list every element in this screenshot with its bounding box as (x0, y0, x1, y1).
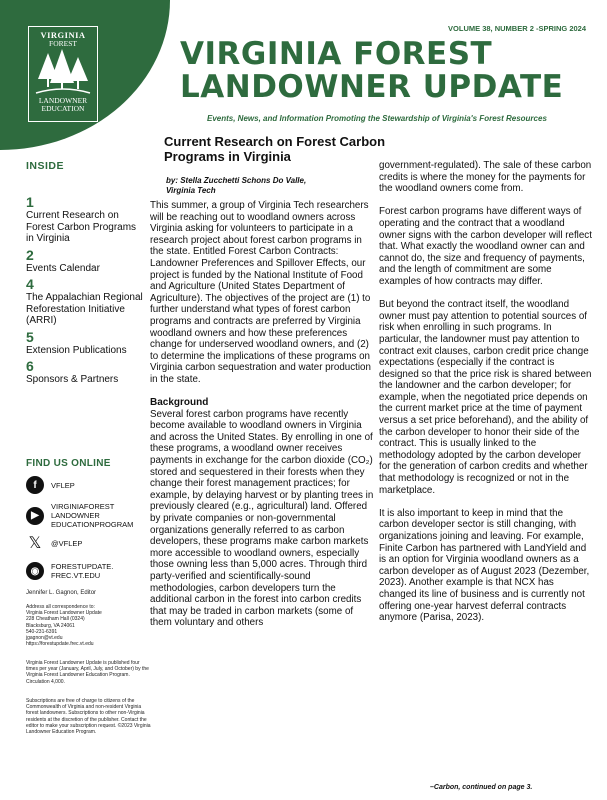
x-handle: @VFLEP (51, 538, 83, 548)
facebook-handle: VFLEP (51, 480, 75, 490)
address-line: Blacksburg, VA 24061 (26, 622, 75, 629)
article-column-2 (379, 160, 593, 624)
subscription-note: Subscriptions are free of charge to citizens of the Commonwealth of Virginia and non-resident Virginia forest landowners. Subscriptions to other non-Virginia residents at the discretion of the publisher. Contact the editor to make your subscription request. ©2023 Virginia Landowner Education Program. (26, 698, 151, 736)
byline-author: by: Stella Zucchetti Schons Do Valle, (166, 176, 307, 185)
inside-item[interactable] (26, 359, 146, 386)
logo-text-top: VIRGINIA (40, 30, 86, 40)
article-column-1 (150, 200, 374, 629)
logo-text-bottom2: EDUCATION (41, 104, 85, 113)
publication-note: Virginia Forest Landowner Update is published four times per year (January, April, July, and October) by the Virginia Forest Landowner Education Program. Circulation 4,000. (26, 660, 149, 685)
globe-icon: ◉ (26, 562, 44, 580)
inside-sidebar (26, 160, 146, 386)
website-link-text[interactable]: https://forestupdate.frec.vt.edu (26, 641, 94, 648)
inside-item-text: The Appalachian Regional Reforestation Initiative (ARRI) (26, 292, 143, 326)
masthead-tagline: Events, News, and Information Promoting the Stewardship of Virginia's Forest Resources (207, 114, 547, 123)
editor-credit: Jennifer L. Gagnon, Editor (26, 590, 97, 596)
inside-item-number: 1 (26, 194, 34, 210)
article-paragraph: It is also important to keep in mind that the carbon developer sector is still changing, with organizations joining and leaving. For example, Finite Carbon has partnered with LandYield and is an option for Virginia woodland owners as a carbon developer as of August 2023 (Dezember, 2023). Another example is that NCX has changed its line of business and is currently not offering one-year harvest deferral contracts anymore (Parisa, 2023). (379, 507, 590, 624)
inside-item[interactable] (26, 195, 146, 245)
article-paragraph: Several forest carbon programs have recently become available to woodland owners in Virginia and across the United States. By enrolling in one of these programs, a woodland owner receives payments in exchange for the carbon dioxide (CO₂) stored and sequestered in their forests when they change their forest management practices; for example, by delaying harvest or by planting trees in previously cleared (e.g., agricultural) land. Offered by private companies or non-governmental organizations generally referred to as carbon developers, these programs make carbon markets more accessible to woodland owners, especially those owning less than 5,000 acres. Through third party-verified and scientifically-sound methodologies, carbon developers turn the additional carbon in the forest into carbon credits that may be traded in carbon markets (some of them voluntary and others (150, 408, 374, 629)
x-icon: 𝕏 (26, 534, 44, 552)
youtube-handle-line1: VIRGINIAFOREST (51, 502, 115, 511)
inside-item-text: Extension Publications (26, 344, 127, 356)
inside-item-number: 2 (26, 246, 34, 263)
website-url-line1: FORESTUPDATE. (51, 562, 114, 571)
masthead-line1: VIRGINIA FOREST (180, 36, 493, 72)
masthead-line2: LANDOWNER UPDATE (180, 69, 564, 105)
inside-item-text: Sponsors & Partners (26, 374, 119, 385)
x-link[interactable] (26, 534, 82, 552)
address-line: 540-231-6391 (26, 628, 58, 635)
address-line: 228 Cheatham Hall (0324) (26, 616, 85, 623)
facebook-icon: f (26, 476, 44, 494)
address-block (26, 604, 151, 647)
continued-note: –Carbon, continued on page 3. (430, 784, 533, 791)
inside-item-number: 6 (26, 358, 34, 374)
inside-item-number: 4 (26, 276, 34, 292)
byline-affiliation: Virginia Tech (166, 185, 216, 195)
article-subheading: Background (150, 397, 209, 409)
youtube-link[interactable] (26, 502, 133, 529)
inside-item[interactable] (26, 330, 146, 357)
youtube-icon: ▶ (26, 507, 44, 525)
address-line: Virginia Forest Landowner Update (26, 610, 102, 617)
inside-item[interactable] (26, 277, 146, 327)
inside-heading: INSIDE (26, 160, 65, 172)
vflep-logo (28, 26, 98, 122)
masthead-title (180, 38, 563, 104)
address-line: Address all correspondence to: (26, 604, 95, 610)
inside-item-text: Events Calendar (26, 262, 100, 274)
article-paragraph: Forest carbon programs have different ways of operating and the contract that a woodland owner signs with the carbon developer will reflect that. What exactly the woodland owner can and cannot do, the size and frequency of payments, and the length of commitment are some examples of how contracts may differ. (379, 206, 592, 287)
tree-icon (34, 49, 92, 97)
article-paragraph: This summer, a group of Virginia Tech researchers will be reaching out to woodland owners across Virginia asking for volunteers to participate in a research project about forest carbon programs in the state. Entitled Forest Carbon Contracts: Landowner Preferences and Spillover Effects, our project is funded by the National Institute of Food and Agriculture (United States Department of Agriculture). The objectives of the project are (1) to further understand what types of forest carbon programs and contracts are preferred by Virginia woodland owners and how these preferences change for underserved woodland owners, and (2) to determine the implications of these programs on Virginia carbon sequestration and water production in the state. (150, 200, 371, 385)
article-title: Current Research on Forest Carbon Programs in Virginia (164, 134, 386, 164)
youtube-handle-line3: EDUCATIONPROGRAM (51, 520, 134, 529)
logo-text-bottom1: LANDOWNER (38, 96, 88, 105)
facebook-link[interactable] (26, 476, 75, 494)
youtube-handle (51, 502, 133, 529)
article-paragraph: government-regulated). The sale of these carbon credits is where the money for the payments for the woodland owners come from. (379, 160, 592, 195)
article-paragraph: But beyond the contract itself, the woodland owner must pay attention to potential sources of risk when enrolling in such programs. In particular, the landowner must pay attention to contract exit clauses, carbon credit price change expectations (especially if the contract is designed so that the price risk is shared between the landowner and the carbon developer; for example, when the negotiated price depends on the current market price at the time of payment versus a set price beforehand), and the ability of the carbon developer to honor their side of the contract. This is usually linked to the methodology adopted by the carbon developer for the generation of carbon credits and whether that methodology is recognized or not in the marketplace. (379, 299, 592, 496)
volume-info: VOLUME 38, NUMBER 2 -SPRING 2024 (448, 24, 586, 33)
inside-item[interactable] (26, 248, 146, 275)
email-link[interactable]: jgagnon@vt.edu (26, 635, 63, 642)
inside-item-text: Current Research on Forest Carbon Programs in Virginia (26, 210, 137, 244)
youtube-handle-line2: LANDOWNER (51, 511, 100, 520)
inside-item-number: 5 (26, 328, 34, 345)
website-url-line2: FREC.VT.EDU (51, 571, 101, 580)
website-link[interactable] (26, 562, 113, 580)
find-us-heading: FIND US ONLINE (26, 458, 111, 469)
article-byline (166, 176, 306, 195)
logo-text-middle: FOREST (49, 39, 77, 48)
website-url (51, 562, 113, 580)
